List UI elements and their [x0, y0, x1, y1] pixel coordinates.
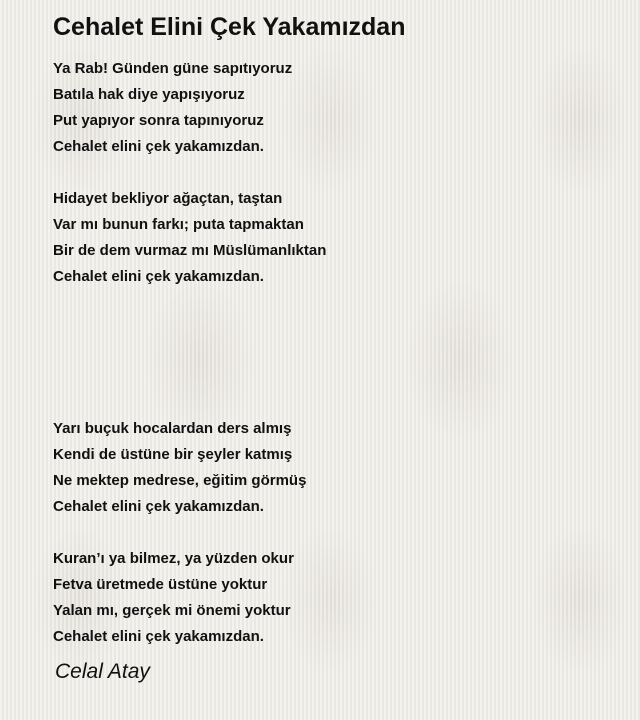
poem-line: Var mı bunun farkı; puta tapmaktan: [53, 216, 304, 233]
poem-line: Cehalet elini çek yakamızdan.: [53, 498, 264, 515]
poem-line: Batıla hak diye yapışıyoruz: [53, 86, 245, 103]
stanza: [53, 546, 613, 650]
poem-line: Fetva üretmede üstüne yoktur: [53, 576, 268, 593]
poem-line: Kuran’ı ya bilmez, ya yüzden okur: [53, 550, 294, 567]
poem-line: Cehalet elini çek yakamızdan.: [53, 628, 264, 645]
poem-title: Cehalet Elini Çek Yakamızdan: [53, 13, 406, 41]
poem-line: Put yapıyor sonra tapınıyoruz: [53, 112, 264, 129]
stanza: [53, 186, 613, 290]
poem-line: Bir de dem vurmaz mı Müslümanlıktan: [53, 242, 327, 259]
poem-line: Hidayet bekliyor ağaçtan, taştan: [53, 190, 283, 207]
poem-container: [53, 10, 613, 650]
poem-line: Yarı buçuk hocalardan ders almış: [53, 420, 292, 437]
poem-line: Ne mektep medrese, eğitim görmüş: [53, 472, 307, 489]
stanza: [53, 56, 613, 160]
poem-line: Yalan mı, gerçek mi önemi yoktur: [53, 602, 291, 619]
poem-line: Cehalet elini çek yakamızdan.: [53, 268, 264, 285]
poem-line: Ya Rab! Günden güne sapıtıyoruz: [53, 60, 293, 77]
poem-line: Kendi de üstüne bir şeyler katmış: [53, 446, 293, 463]
poem-line: Cehalet elini çek yakamızdan.: [53, 138, 264, 155]
poem-author[interactable]: Celal Atay: [55, 660, 150, 683]
stanza: [53, 416, 613, 520]
